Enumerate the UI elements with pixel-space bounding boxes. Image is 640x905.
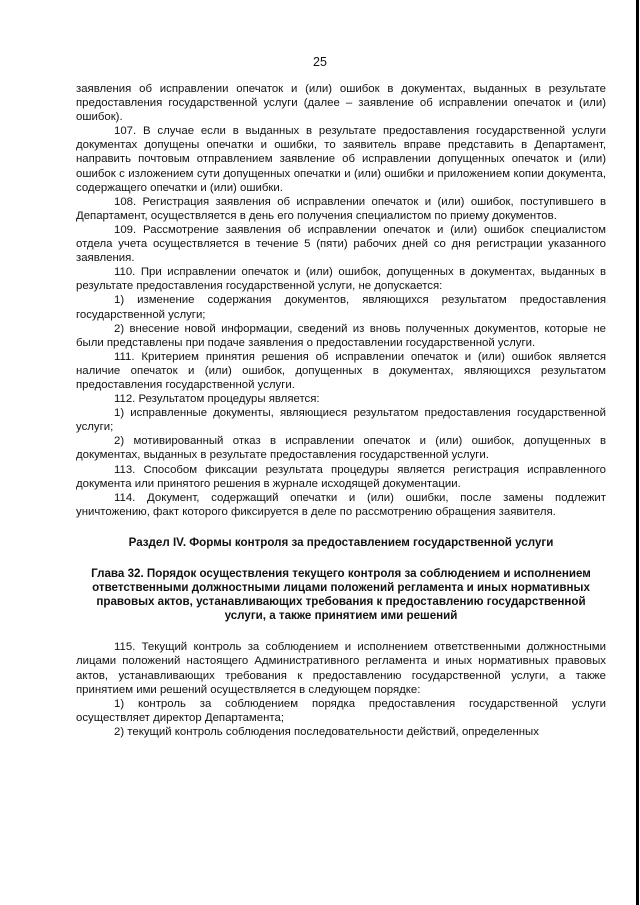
paragraph-115-item-1: 1) контроль за соблюдением порядка предоставления государственной услуги осуществляет директор Департамента; [76,697,606,724]
paragraph-107: 107. В случае если в выданных в результате предоставления государственной услуги документах допущены опечатки и ошибки, то заявитель вправе представить в Департамент, направить почтовым отправлением заявление об исправлении допущенных опечаток и (или) ошибок с изложением сути допущенных опечатки и (или) ошибки и приложением копии документа, содержащего опечатки и (или) ошибки. [76,125,606,194]
paragraph-110-item-1: 1) изменение содержания документов, являющихся результатом предоставления государственной услуги; [76,294,606,321]
paragraph-109: 109. Рассмотрение заявления об исправлении опечаток и (или) ошибок специалистом отдела учета осуществляется в течение 5 (пяти) рабочих дней со дня регистрации указанного заявления. [76,223,606,265]
paragraph-110: 110. При исправлении опечаток и (или) ошибок, допущенных в документах, выданных в результате предоставления государственной услуги, не допускается: [76,266,606,293]
document-body [76,82,606,739]
paragraph-111: 111. Критерием принятия решения об исправлении опечаток и (или) ошибок является наличие опечаток и (или) ошибок, допущенных в документах, являющихся результатом предоставления государственной услуги. [76,350,606,391]
paragraph-115-item-2: 2) текущий контроль соблюдения последовательности действий, определенных [114,725,539,738]
scan-edge-border [636,0,639,905]
paragraph-108: 108. Регистрация заявления об исправлении опечаток и (или) ошибок, поступившего в Департамент, осуществляется в день его получения специалистом по приему документов. [76,195,606,222]
paragraph-112-item-1: 1) исправленные документы, являющиеся результатом предоставления государственной услуги; [76,407,606,434]
section-title: Раздел IV. Формы контроля за предоставлением государственной услуги [128,535,554,549]
paragraph-112: 112. Результатом процедуры является: [114,393,320,406]
paragraph-112-item-2: 2) мотивированный отказ в исправлении опечаток и (или) ошибок, допущенных в документах, выданных в результате предоставления государственной услуги. [76,435,606,462]
paragraph-115: 115. Текущий контроль за соблюдением и исполнением ответственными должностными лицами положений настоящего Административного регламента и иных нормативных правовых актов, устанавливающих требования к предоставлению государственной услуги, а также принятием ими решений осуществляется в следующем порядке: [76,641,606,696]
paragraph-continuation: заявления об исправлении опечаток и (или) ошибок в документах, выданных в результате предоставления государственной услуги (далее – заявление об исправлении опечаток и (или) ошибок). [76,83,606,124]
paragraph-114: 114. Документ, содержащий опечатки и (или) ошибки, после замены подлежит уничтожению, факт которого фиксируется в деле по рассмотрению обращения заявителя. [76,491,606,518]
paragraph-113: 113. Способом фиксации результата процедуры является регистрация исправленного документа или принятого решения в журнале исходящей документации. [76,463,606,490]
paragraph-110-item-2: 2) внесение новой информации, сведений из вновь полученных документов, которые не были представлены при подаче заявления о предоставлении государственной услуги. [76,322,606,349]
chapter-title: Глава 32. Порядок осуществления текущего контроля за соблюдением и исполнением ответственными должностными лицами положений регламента и иных нормативных правовых актов, устанавливающих требования к предоставлению государственной услуги, а также принятием ими решений [91,567,591,623]
page-number: 25 [313,55,327,69]
